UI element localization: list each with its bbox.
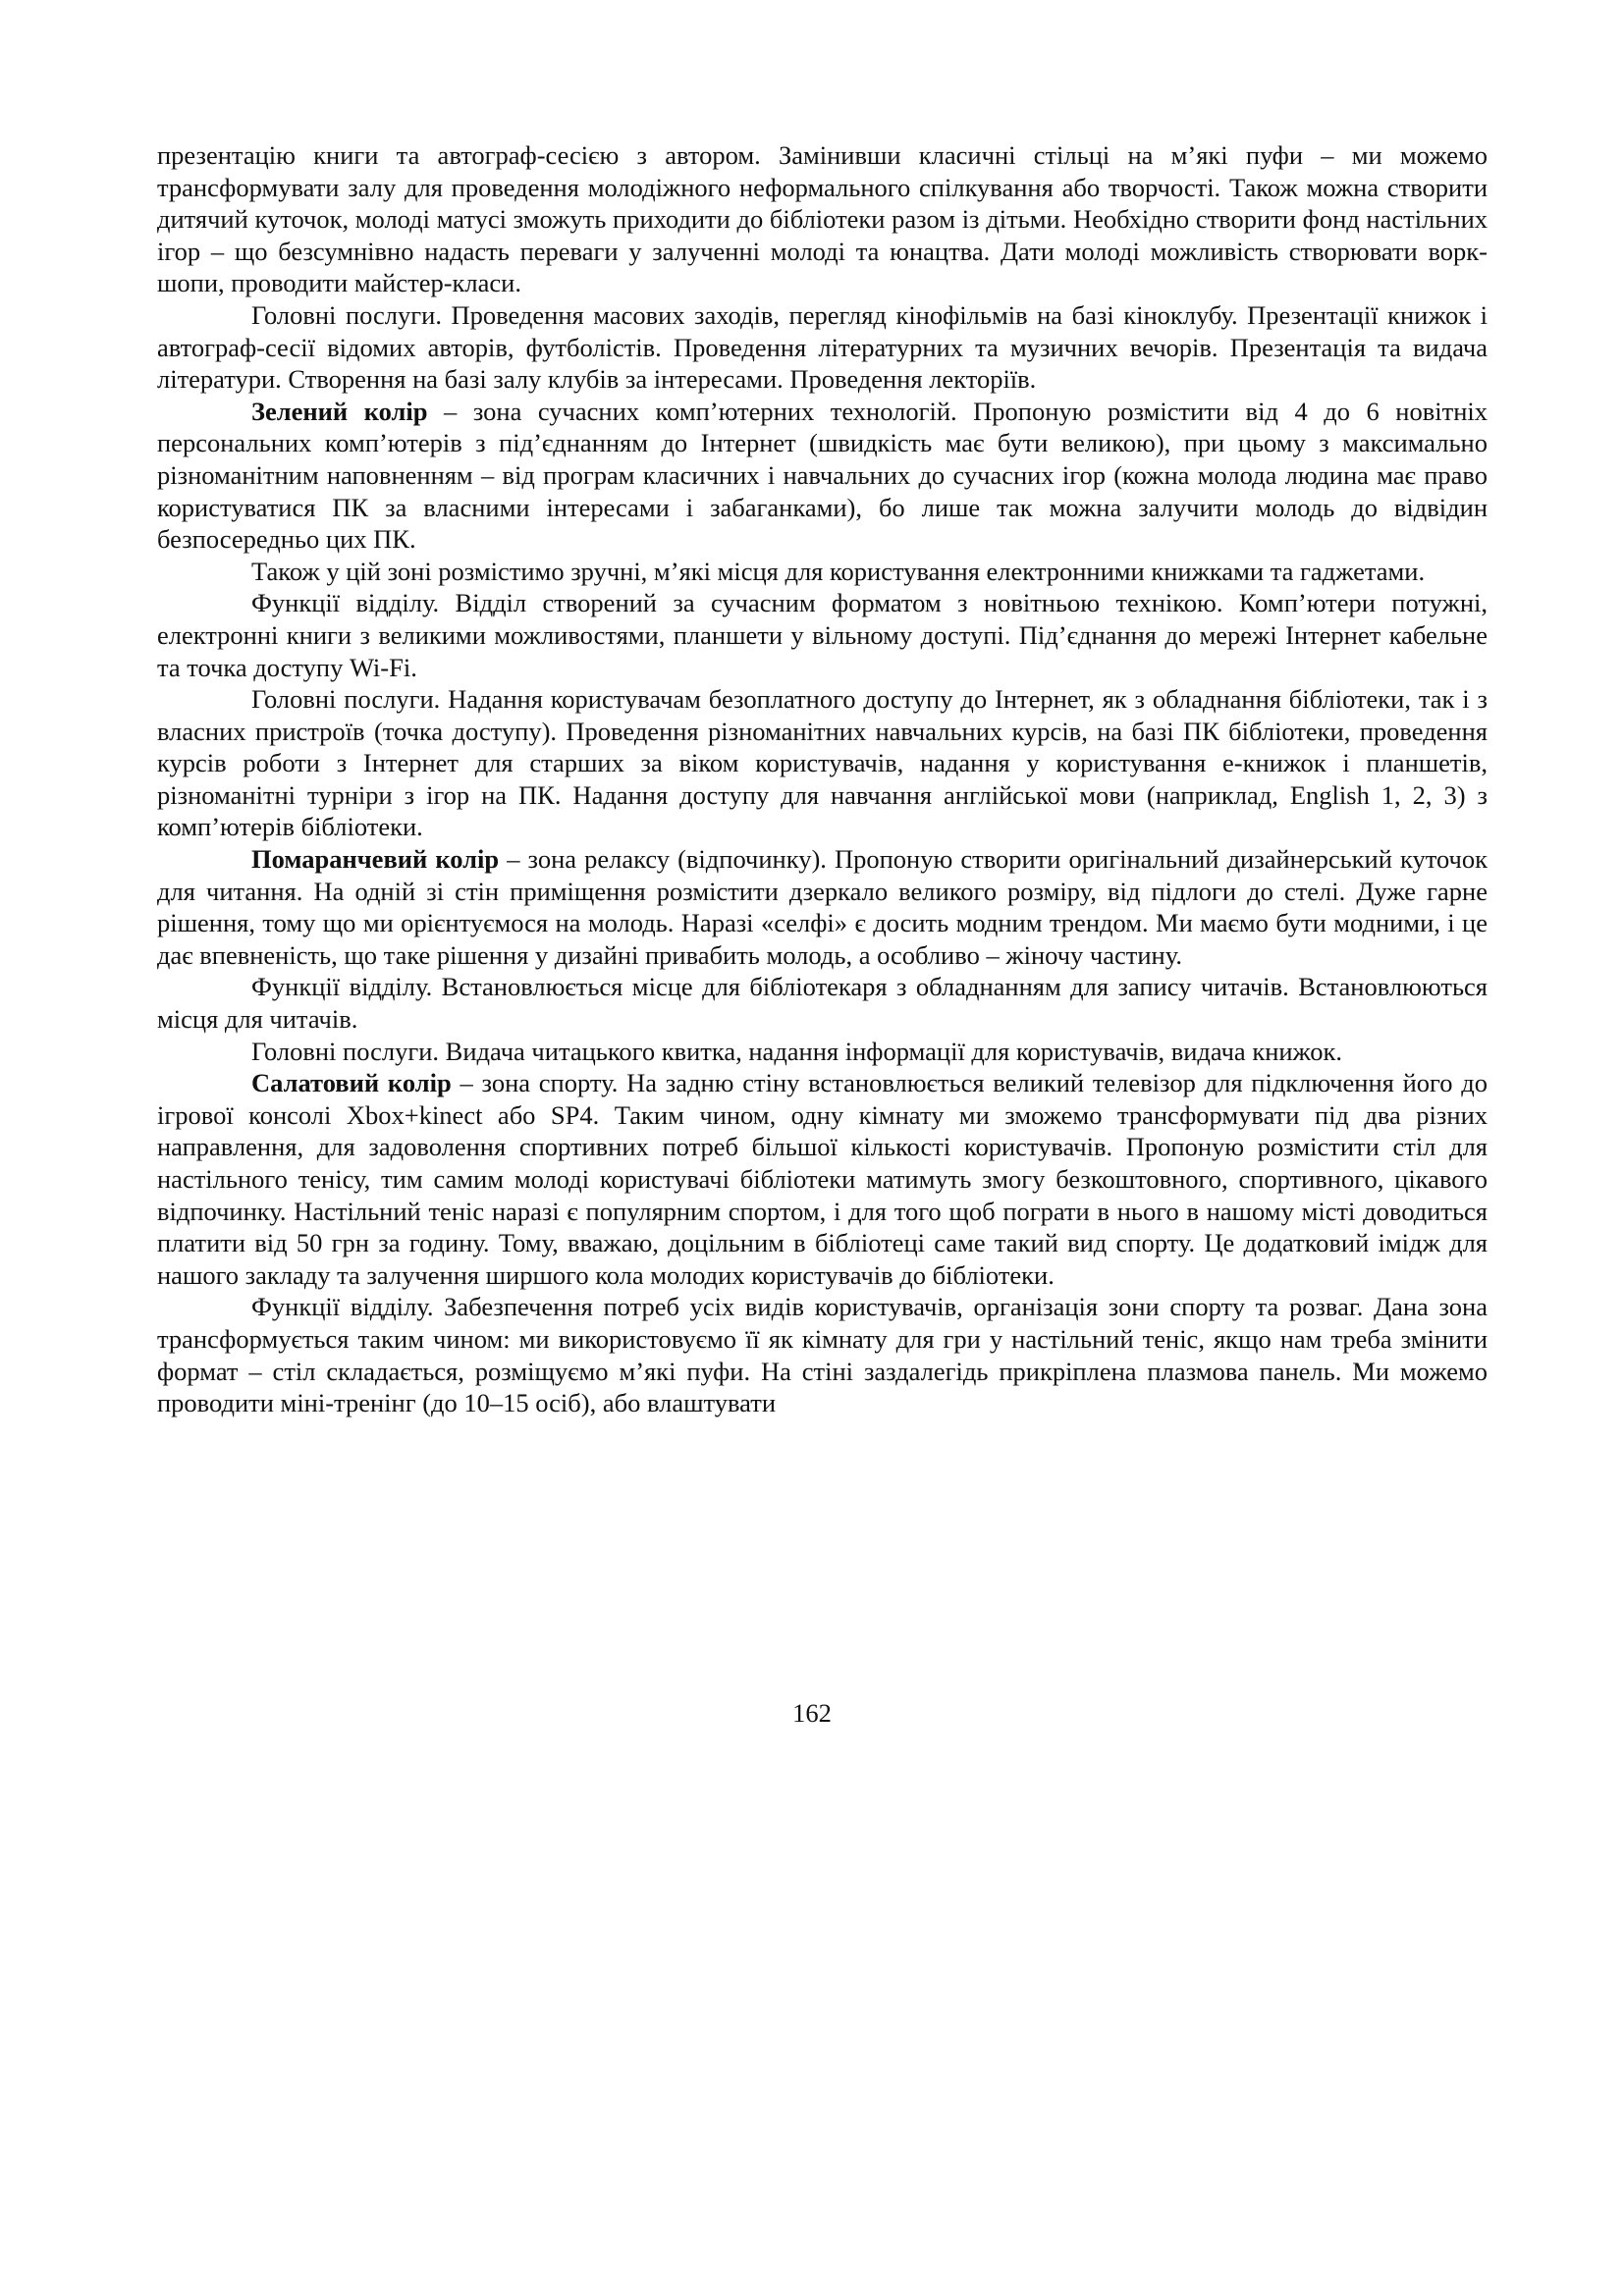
- paragraph-2: [157, 299, 1488, 396]
- paragraph-text: – зона спорту. На задню стіну встановлюється великий телевізор для підключення його до ігрової консолі Xbox+kinect або SP4. Таким чином, одну кімнату ми зможемо трансформувати під два різних направлення, для задоволення спортивних потреб більшої кількості користувачів. Пропоную розмістити стіл для настільного тенісу, тим самим молоді користувачі бібліотеки матимуть змогу безкоштовного, спортивного, цікавого відпочинку. Настільний теніс наразі є популярним спортом, і для того щоб пограти в нього в нашому місті доводиться платити від 50 грн за годину. Тому, вважаю, доцільним в бібліотеці саме такий вид спорту. Це додатковий імідж для нашого закладу та залучення ширшого кола молодих користувачів до бібліотеки.: [157, 1068, 1488, 1290]
- paragraph-lead-heading: Зелений колір: [251, 396, 428, 426]
- paragraph-11: [157, 1291, 1488, 1418]
- paragraph-text: Головні послуги. Надання користувачам безоплатного доступу до Інтернет, як з обладнання бібліотеки, так і з власних пристроїв (точка доступу). Проведення різноманітних навчальних курсів, на базі ПК бібліотеки, проведення курсів роботи з Інтернет для старших за віком користувачів, надання у користування е-книжок і планшетів, різноманітні турніри з ігор на ПК. Надання доступу для навчання англійської мови (наприклад, English 1, 2, 3) з комп’ютерів бібліотеки.: [157, 684, 1488, 842]
- paragraph-text: презентацію книги та автограф-сесією з автором. Замінивши класичні стільці на м’які пуфи – ми можемо трансформувати залу для проведення молодіжного неформального спілкування або творчості. Також можна створити дитячий куточок, молоді матусі зможуть приходити до бібліотеки разом із дітьми. Необхідно створити фонд настільних ігор – що безсумнівно надасть переваги у залученні молоді та юнацтва. Дати молоді можливість створювати ворк-шопи, проводити майстер-класи.: [157, 140, 1488, 298]
- paragraph-text: Функції відділу. Відділ створений за сучасним форматом з новітньою технікою. Комп’ютери потужні, електронні книги з великими можливостями, планшети у вільному доступі. Під’єднання до мережі Інтернет кабельне та точка доступу Wi-Fi.: [157, 588, 1488, 682]
- paragraph-6: [157, 683, 1488, 843]
- paragraph-8: [157, 971, 1488, 1035]
- paragraph-4: [157, 556, 1488, 588]
- paragraph-1: [157, 139, 1488, 299]
- paragraph-text: Функції відділу. Забезпечення потреб усіх видів користувачів, організація зони спорту та розваг. Дана зона трансформується таким чином: ми використовуємо її як кімнату для гри у настільний теніс, якщо нам треба змінити формат – стіл складається, розміщуємо м’які пуфи. На стіні заздалегідь прикріплена плазмова панель. Ми можемо проводити міні-тренінг (до 10–15 осіб), або влаштувати: [157, 1292, 1488, 1418]
- paragraph-text: – зона релаксу (відпочинку). Пропоную створити оригінальний дизайнерський куточок для читання. На одній зі стін приміщення розмістити дзеркало великого розміру, від підлоги до стелі. Дуже гарне рішення, тому що ми орієнтуємося на молодь. Наразі «селфі» є досить модним трендом. Ми маємо бути модними, і це дає впевненість, що таке рішення у дизайні привабить молодь, а особливо – жіночу частину.: [157, 844, 1488, 970]
- paragraph-text: Також у цій зоні розмістимо зручні, м’які місця для користування електронними книжками та гаджетами.: [251, 556, 1426, 586]
- paragraph-3: [157, 396, 1488, 556]
- paragraph-text: Головні послуги. Проведення масових заходів, перегляд кінофільмів на базі кіноклубу. Презентації книжок і автограф-сесії відомих авторів, футболістів. Проведення літературних та музичних вечорів. Презентація та видача літератури. Створення на базі залу клубів за інтересами. Проведення лекторіїв.: [157, 299, 1488, 395]
- paragraph-text: – зона сучасних комп’ютерних технологій. Пропоную розмістити від 4 до 6 новітніх персональних комп’ютерів з під’єднанням до Інтернет (швидкість має бути великою), при цьому з максимально різноманітним наповненням – від програм класичних і навчальних до сучасних ігор (кожна молода людина має право користуватися ПК за власними інтересами і забаганками), бо лише так можна залучити молодь до відвідин безпосередньо цих ПК.: [157, 396, 1488, 555]
- paragraph-7: [157, 843, 1488, 971]
- page-number: 162: [792, 1698, 832, 1728]
- paragraph-lead-heading: Салатовий колір: [251, 1068, 452, 1098]
- document-body: [157, 139, 1488, 1419]
- paragraph-text: Головні послуги. Видача читацького квитка, надання інформації для користувачів, видача книжок.: [251, 1036, 1342, 1066]
- paragraph-10: [157, 1067, 1488, 1291]
- paragraph-lead-heading: Помаранчевий колір: [251, 844, 500, 875]
- paragraph-5: [157, 587, 1488, 683]
- paragraph-9: [157, 1036, 1488, 1068]
- paragraph-text: Функції відділу. Встановлюється місце для бібліотекаря з обладнанням для запису читачів. Встановлюються місця для читачів.: [157, 972, 1488, 1035]
